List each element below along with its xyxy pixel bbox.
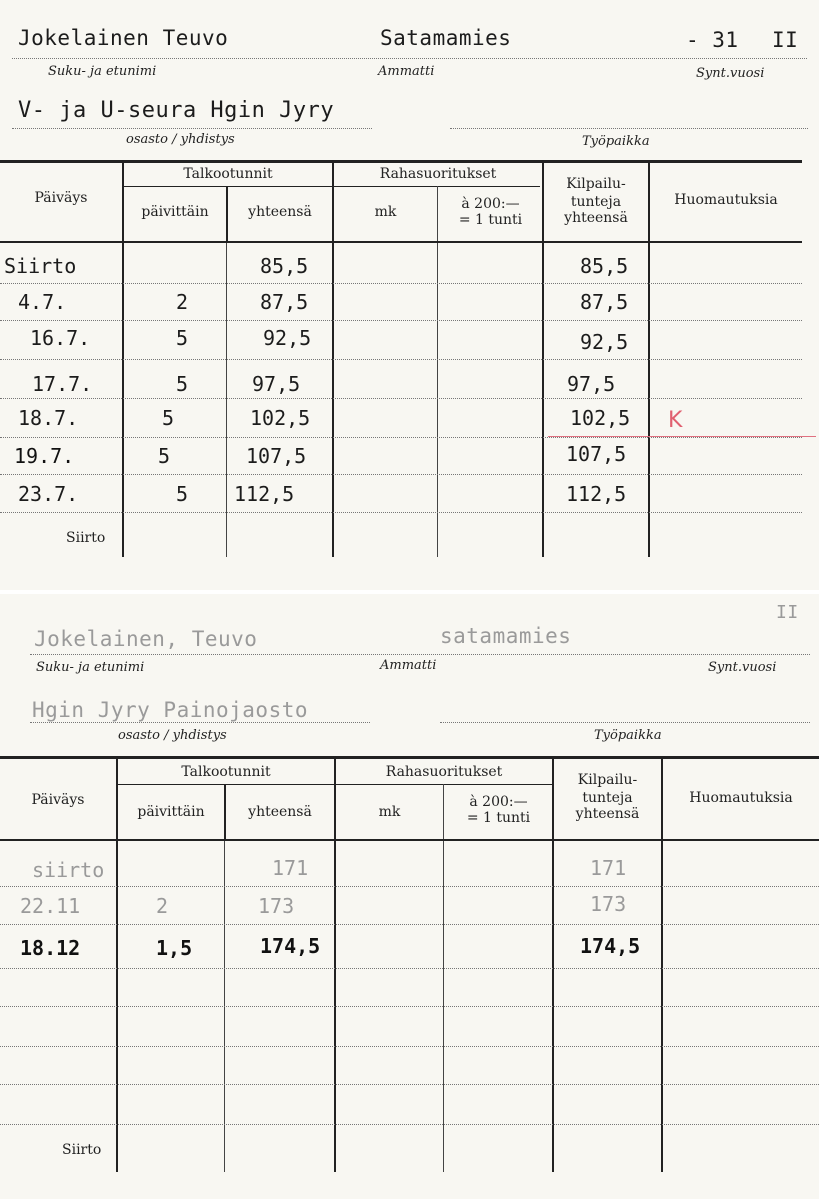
row-total: 174,5	[260, 934, 321, 958]
header-remarks: Huomautuksia	[689, 790, 793, 806]
row-comp: 171	[590, 856, 627, 880]
label-organization: osasto / yhdistys	[118, 728, 227, 743]
header-rate-1: à 200:—	[469, 794, 528, 810]
row-date: 22.11	[20, 894, 81, 918]
header-payments: Rahasuoritukset	[379, 166, 497, 182]
row-daily: 5	[158, 444, 171, 468]
header-mk: mk	[374, 204, 397, 220]
header-talkoo: Talkootunnit	[183, 166, 273, 182]
header-daily: päivittäin	[137, 804, 205, 820]
header-comp-1: Kilpailu-	[566, 176, 626, 192]
row-date: 18.7.	[18, 406, 79, 430]
row-total: 112,5	[234, 482, 295, 506]
red-underline	[548, 436, 816, 437]
row-comp: 174,5	[580, 934, 641, 958]
row-date: Siirto	[4, 254, 77, 278]
row-total: 107,5	[246, 444, 307, 468]
header-rate-1: à 200:—	[461, 196, 520, 212]
row-total: 92,5	[263, 326, 312, 350]
member-name: Jokelainen Teuvo	[18, 26, 229, 50]
label-name: Suku- ja etunimi	[36, 660, 145, 675]
row-total: 97,5	[252, 372, 301, 396]
row-comp: 107,5	[566, 442, 627, 466]
row-comp: 87,5	[580, 290, 629, 314]
footer-siirto: Siirto	[66, 530, 106, 546]
row-date: 18.12	[20, 936, 81, 960]
row-date: 16.7.	[30, 326, 91, 350]
row-date: 19.7.	[14, 444, 75, 468]
member-name: Jokelainen, Teuvo	[34, 627, 258, 651]
header-total: yhteensä	[248, 804, 312, 820]
row-daily: 5	[176, 326, 189, 350]
row-remark-mark: K	[668, 408, 683, 433]
header-comp-2: tunteja	[582, 790, 633, 806]
row-comp: 112,5	[566, 482, 627, 506]
row-date: 17.7.	[32, 372, 93, 396]
row-total: 102,5	[250, 406, 311, 430]
row-date: 23.7.	[18, 482, 79, 506]
header-date: Päiväys	[34, 190, 88, 206]
header-remarks: Huomautuksia	[674, 192, 778, 208]
table-header-rule	[0, 839, 819, 841]
row-total: 87,5	[260, 290, 309, 314]
header-date: Päiväys	[31, 792, 85, 808]
label-birth-year: Synt.vuosi	[696, 66, 765, 81]
row-comp: 92,5	[580, 330, 629, 354]
header-daily: päivittäin	[141, 204, 209, 220]
row-date: 4.7.	[18, 290, 67, 314]
row-comp: 102,5	[570, 406, 631, 430]
table-header-rule	[0, 241, 802, 243]
label-workplace: Työpaikka	[594, 728, 662, 743]
organization: V- ja U-seura Hgin Jyry	[18, 98, 335, 123]
card-number: II	[776, 602, 799, 623]
row-total: 173	[258, 894, 295, 918]
row-daily: 2	[156, 894, 169, 918]
label-birth-year: Synt.vuosi	[708, 660, 777, 675]
row-daily: 1,5	[156, 936, 193, 960]
occupation: satamamies	[440, 624, 572, 648]
card-number: II	[772, 28, 799, 52]
header-payments: Rahasuoritukset	[385, 764, 503, 780]
header-comp-1: Kilpailu-	[577, 772, 638, 788]
header-comp-2: tunteja	[570, 194, 622, 210]
header-rate-2: = 1 tunti	[466, 810, 531, 826]
record-card-top	[0, 0, 819, 590]
table-top-rule	[0, 756, 819, 759]
header-comp-3: yhteensä	[564, 210, 628, 226]
label-workplace: Työpaikka	[582, 134, 650, 149]
header-rate-2: = 1 tunti	[458, 212, 523, 228]
header-comp-3: yhteensä	[575, 806, 640, 822]
occupation: Satamamies	[380, 26, 512, 50]
row-comp: 173	[590, 892, 627, 916]
row-daily: 5	[162, 406, 175, 430]
label-organization: osasto / yhdistys	[126, 132, 235, 147]
row-total: 171	[272, 856, 309, 880]
row-date: siirto	[32, 858, 105, 882]
organization: Hgin Jyry Painojaosto	[32, 698, 309, 722]
footer-siirto: Siirto	[62, 1142, 102, 1158]
record-card-bottom	[0, 594, 819, 1199]
header-mk: mk	[378, 804, 401, 820]
row-daily: 5	[176, 482, 189, 506]
header-total: yhteensä	[248, 204, 312, 220]
row-daily: 5	[176, 372, 189, 396]
row-daily: 2	[176, 290, 189, 314]
row-comp: 97,5	[567, 372, 616, 396]
label-occupation: Ammatti	[380, 658, 437, 673]
birth-year: - 31	[686, 28, 739, 52]
row-comp: 85,5	[580, 254, 629, 278]
header-talkoo: Talkootunnit	[181, 764, 271, 780]
table-top-rule	[0, 160, 802, 163]
label-occupation: Ammatti	[378, 64, 435, 79]
row-total: 85,5	[260, 254, 309, 278]
label-name: Suku- ja etunimi	[48, 64, 157, 79]
